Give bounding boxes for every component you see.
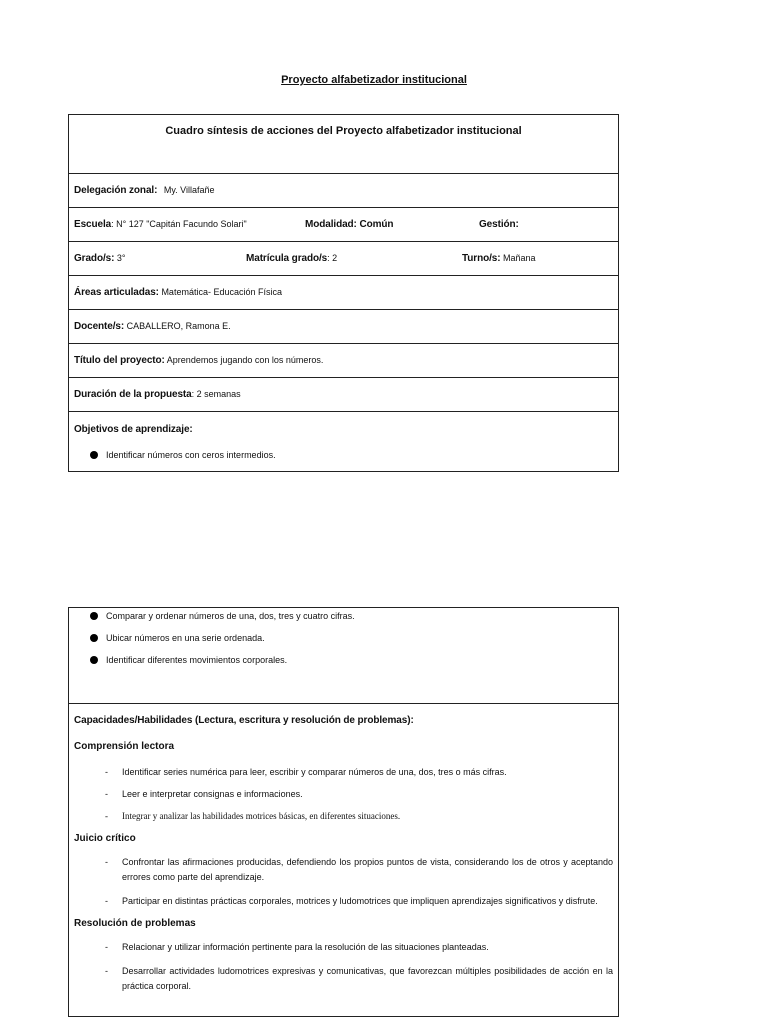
docente-value: CABALLERO, Ramona E. [126,321,231,331]
capacidades-label: Capacidades/Habilidades (Lectura, escritura y resolución de problemas): [74,715,414,726]
bullet-icon [90,634,98,642]
objetivos-label: Objetivos de aprendizaje: [74,424,193,435]
duracion-label: Duración de la propuesta [74,389,192,400]
row-objetivos [69,412,619,472]
list-item: - Identificar series numérica para leer, escribir y comparar números de una, dos, tres o más cifras. [105,767,507,777]
list-item: Ubicar números en una serie ordenada. [74,632,613,645]
comprension-heading: Comprensión lectora [74,741,175,752]
list-item: Comparar y ordenar números de una, dos, tres y cuatro cifras. [74,610,613,623]
document-title: Proyecto alfabetizador institucional [281,74,467,86]
row-escuela [69,208,619,242]
duracion-value: : 2 semanas [191,389,241,399]
bullet-icon [90,612,98,620]
titulo-label: Título del proyecto: [74,355,165,366]
escuela-label: Escuela [74,219,112,230]
list-item: Identificar números con ceros intermedios. [74,449,613,462]
grado-label: Grado/s: [74,253,115,264]
areas-value: Matemática- Educación Física [161,287,282,297]
list-item: - Relacionar y utilizar información pertinente para la resolución de las situaciones planteadas. [105,942,489,952]
matricula-label: Matrícula grado/s [246,253,328,264]
list-item: - Leer e interpretar consignas e informaciones. [105,789,303,799]
matricula-value: : 2 [327,253,338,263]
grado-value: 3° [116,253,126,263]
delegacion-label: Delegación zonal: [74,185,158,196]
list-item: - Integrar y analizar las habilidades motrices básicas, en diferentes situaciones. [105,811,401,821]
escuela-value: : N° 127 "Capitán Facundo Solari" [111,219,247,229]
row-objetivos-cont [69,608,619,704]
row-grado [69,242,619,276]
bullet-icon [90,656,98,664]
row-areas [69,276,619,310]
turno-label: Turno/s: [462,253,501,264]
gestion-label: Gestión: [479,219,519,230]
row-delegacion [69,174,619,208]
row-duracion [69,378,619,412]
summary-table [68,114,619,472]
docente-label: Docente/s: [74,321,125,332]
areas-label: Áreas articuladas: [74,287,159,298]
list-item: Identificar diferentes movimientos corporales. [74,654,613,667]
titulo-value: Aprendemos jugando con los números. [166,355,324,365]
resolucion-heading: Resolución de problemas [74,918,196,929]
turno-value: Mañana [502,253,536,263]
table-heading: Cuadro síntesis de acciones del Proyecto alfabetizador institucional [69,115,619,174]
modalidad-label: Modalidad: Común [305,219,394,230]
list-item: - Confrontar las afirmaciones producidas, defendiendo los propios puntos de vista, considerando los de otros y aceptando errores como parte del aprendizaje. [105,857,613,882]
list-item: - Desarrollar actividades ludomotrices expresivas y comunicativas, que favorezcan múltiples posibilidades de acción en la práctica corporal. [105,966,613,991]
row-titulo [69,344,619,378]
row-docente [69,310,619,344]
bullet-icon [90,451,98,459]
delegacion-value: My. Villafañe [163,185,215,195]
row-capacidades [69,704,619,1017]
list-item: - Participar en distintas prácticas corporales, motrices y ludomotrices que impliquen aprendizajes significativos y disfrute. [105,896,598,906]
juicio-heading: Juicio crítico [74,833,136,844]
capacidades-table [68,607,619,1017]
